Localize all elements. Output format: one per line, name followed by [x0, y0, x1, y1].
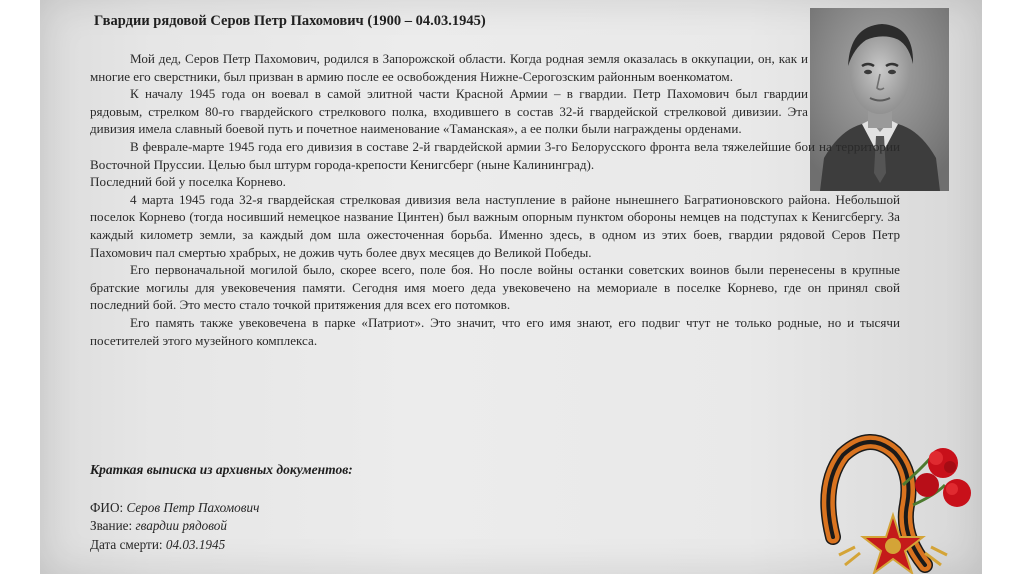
paragraph-patriot-park: Его память также увековечена в парке «Патриот». Это значит, что его имя знают, его подвиг чтут не только родные, но и тысячи посетителей этого музейного комплекса. [90, 314, 900, 348]
field-full-name-value: Серов Петр Пахомович [126, 500, 260, 515]
field-rank [90, 518, 227, 534]
paragraph-birth: Мой дед, Серов Петр Пахомович, родился в Запорожской области. Когда родная земля оказалась в оккупации, он, как и многие его сверстники, был призван в армию после ее освобождения Нижне-Серогозским районным военкоматом. [90, 51, 808, 84]
paragraph-last-battle-heading: Последний бой у поселка Корнево. [90, 174, 286, 190]
field-full-name-label: ФИО: [90, 500, 124, 515]
field-death-date-label: Дата смерти: [90, 537, 163, 552]
paragraph-guard-service: К началу 1945 года он воевал в самой элитной части Красной Армии – в гвардии. Петр Пахомович был гвардии рядовым, стрелком 80-го гвардейского стрелкового полка, входившего в состав 32-й гвардейской стрелковой дивизии. Эта дивизия имела славный боевой путь и почетное наименование «Таманская», а ее полки были награждены орденами. [90, 86, 808, 137]
field-rank-value: гвардии рядовой [135, 518, 227, 533]
biography-text [90, 50, 900, 349]
field-death-date [90, 537, 225, 553]
paragraph-march-4: 4 марта 1945 года 32-я гвардейская стрелковая дивизия вела наступление в районе нынешнего Багратионовского района. Небольшой поселок Корнево (тогда носивший немецкое название Цинтен) был важным опорным пунктом обороны немцев на подступах к Кенигсбергу. За каждый километр земли, за каждый дом шла ожесточенная борьба. Именно здесь, в одном из этих боев, гвардии рядовой Серов Петр Пахомович пал смертью храбрых, не дожив чуть более двух месяцев до Великой Победы. [90, 191, 900, 260]
archive-heading: Краткая выписка из архивных документов: [90, 462, 353, 477]
document-title: Гвардии рядовой Серов Петр Пахомович (1900 – 04.03.1945) [94, 13, 486, 29]
victory-emblem-icon [815, 425, 980, 574]
field-full-name [90, 500, 259, 516]
field-rank-label: Звание: [90, 518, 133, 533]
paragraph-east-prussia: В феврале-марте 1945 года его дивизия в составе 2-й гвардейской армии 3-го Белорусского фронта вела тяжелейшие бои на территории Восточной Пруссии. Целью был штурм города-крепости Кенигсберг (ныне Калининград). [90, 138, 900, 172]
field-death-date-value: 04.03.1945 [165, 537, 226, 552]
paragraph-grave: Его первоначальной могилой было, скорее всего, поле боя. Но после войны останки советских воинов были перенесены в крупные братские могилы для увековечения памяти. Сегодня имя моего деда увековечено на мемориале в поселке Корнево, где он принял свой последний бой. Это место стало точкой притяжения для всех его потомков. [90, 262, 900, 313]
